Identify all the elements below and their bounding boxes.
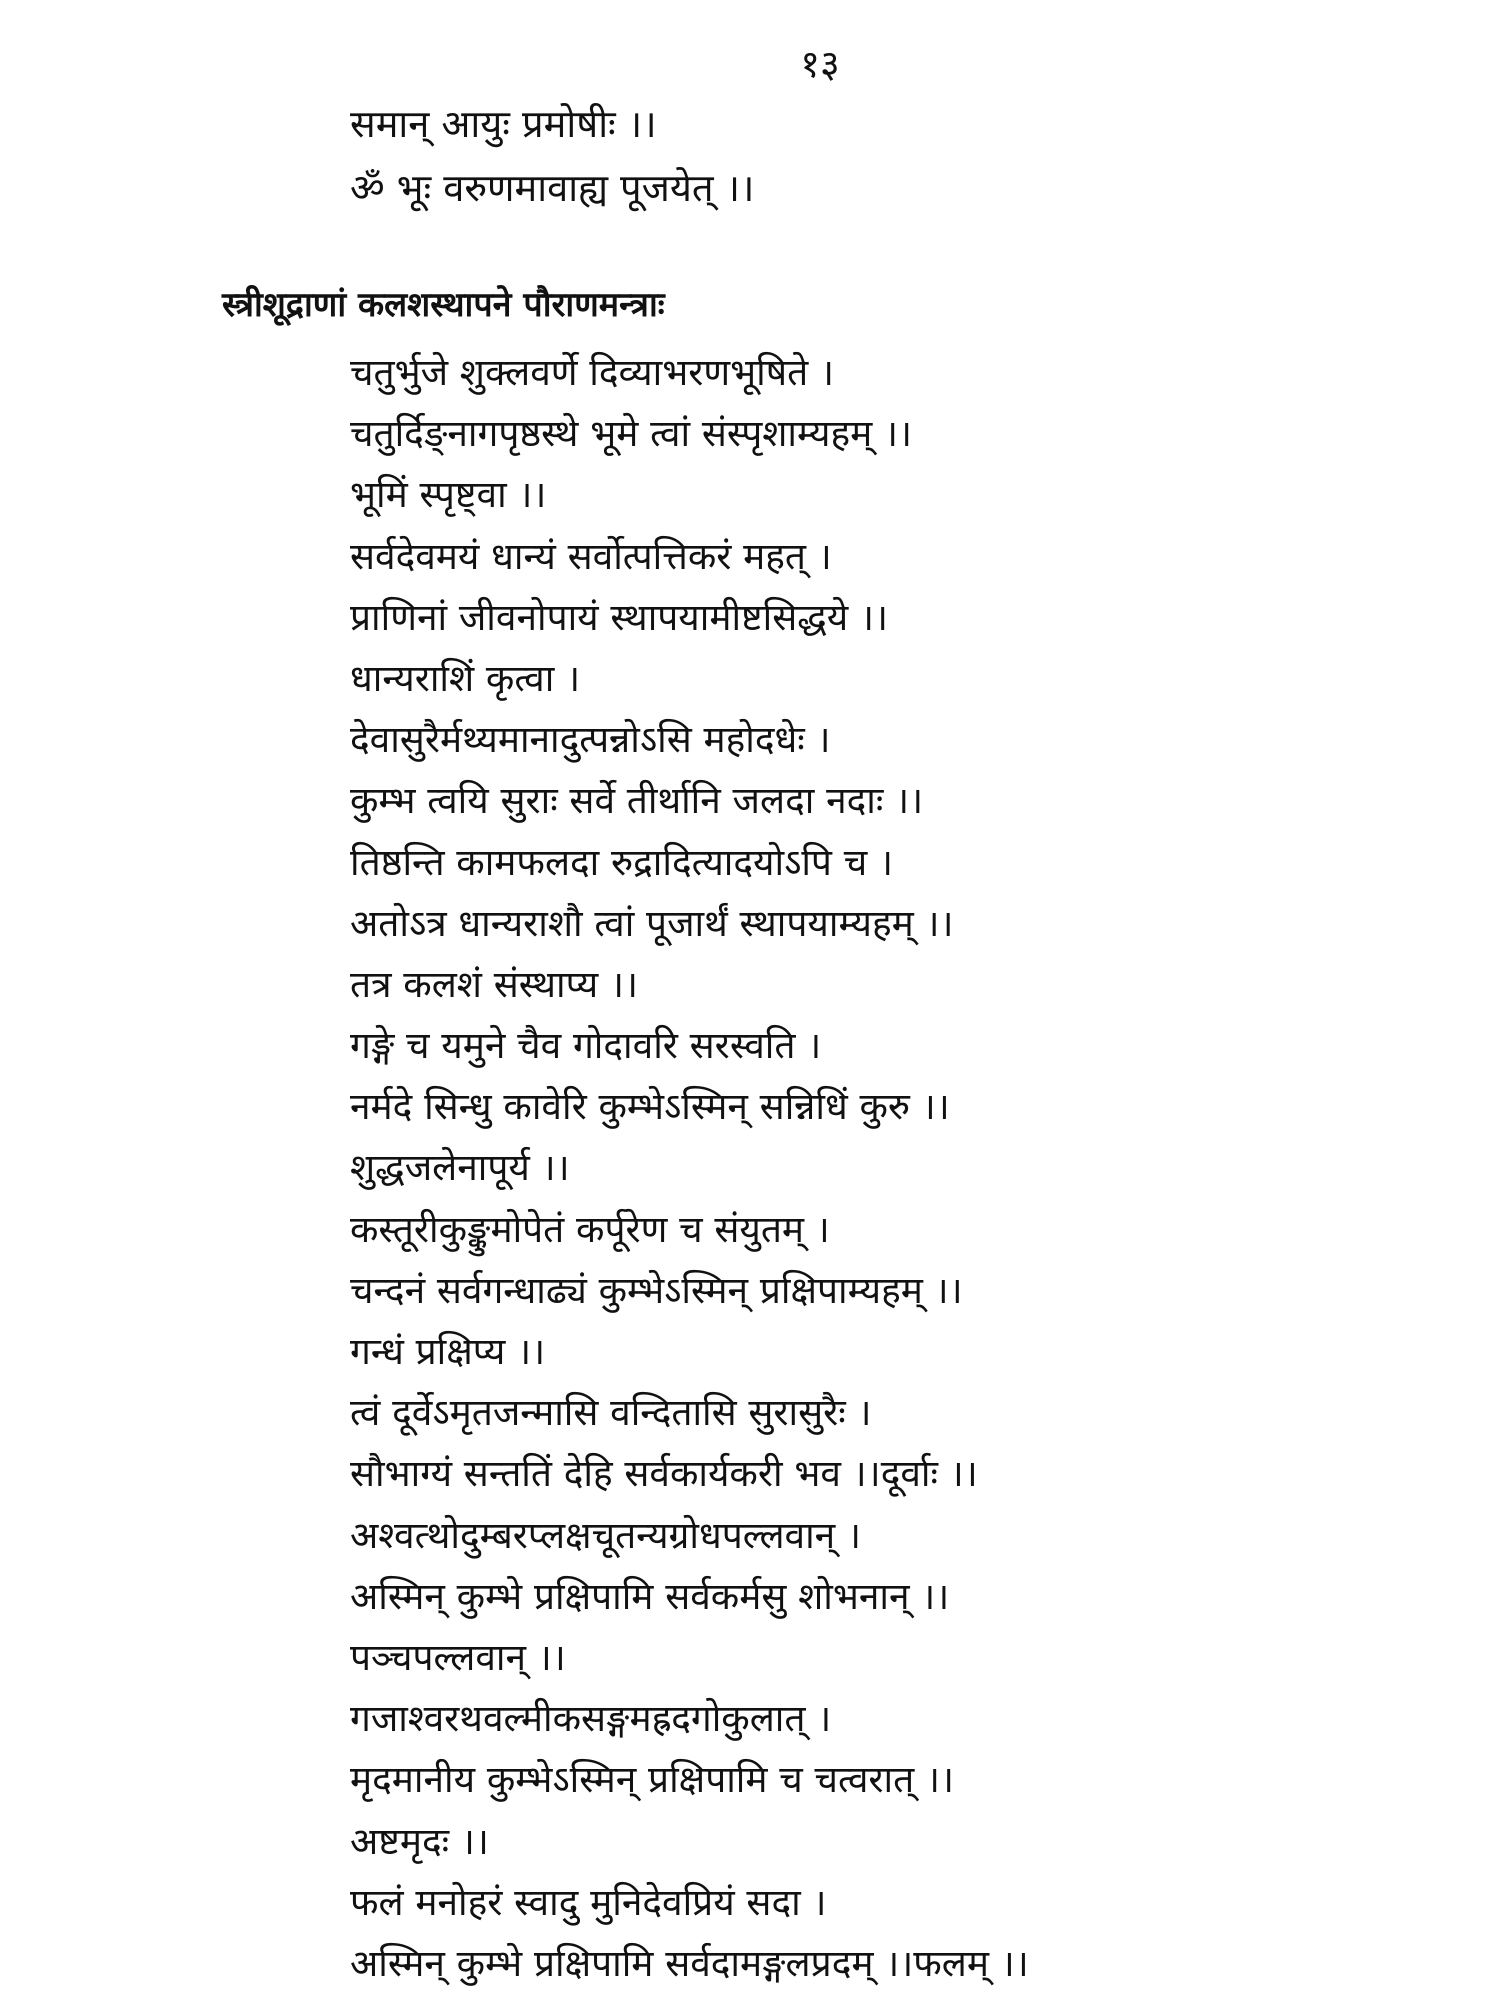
verse-line: गङ्गे च यमुने चैव गोदावरि सरस्वति । (350, 1024, 822, 1068)
intro-lines (350, 92, 754, 220)
verse-line: सौभाग्यं सन्ततिं देहि सर्वकार्यकरी भव ।।दूर्वाः ।। (350, 1452, 978, 1496)
verse-line: शुद्धजलेनापूर्य ।। (350, 1146, 570, 1190)
verse-line: सर्वदेवमयं धान्यं सर्वोत्पत्तिकरं महत् । (350, 534, 832, 578)
verse-line: गन्धं प्रक्षिप्य ।। (350, 1330, 546, 1373)
verse-line: अश्वत्थोदुम्बरप्लक्षचूतन्यग्रोधपल्लवान् । (350, 1513, 862, 1557)
page-number: १३ (800, 42, 840, 86)
verse-line: धान्यराशिं कृत्वा । (350, 656, 581, 700)
verse-line: चतुर्दिङ्नागपृष्ठस्थे भूमे त्वां संस्पृशाम्यहम् ।। (350, 412, 913, 456)
verse-line: अस्मिन् कुम्भे प्रक्षिपामि सर्वकर्मसु शोभनान् ।। (350, 1574, 950, 1618)
verse-line: अतोऽत्र धान्यराशौ त्वां पूजार्थं स्थापयाम्यहम् ।। (350, 901, 954, 945)
verse-line: कुम्भ त्वयि सुराः सर्वे तीर्थानि जलदा नदाः ।। (350, 779, 924, 823)
verse-line: चतुर्भुजे शुक्लवर्णे दिव्याभरणभूषिते । (350, 351, 834, 394)
verse-line: त्वं दूर्वेऽमृतजन्मासि वन्दितासि सुरासुरैः । (350, 1391, 872, 1435)
verse-line: फलं मनोहरं स्वादु मुनिदेवप्रियं सदा । (350, 1880, 827, 1924)
verse-line: पञ्चपल्लवान् ।। (350, 1635, 566, 1679)
verse-line: नर्मदे सिन्धु कावेरि कुम्भेऽस्मिन् सन्निधिं कुरु ।। (350, 1085, 950, 1129)
verse-line: अस्मिन् कुम्भे प्रक्षिपामि सर्वदामङ्गलप्रदम् ।।फलम् ।। (350, 1941, 1029, 1985)
verse-line: मृदमानीय कुम्भेऽस्मिन् प्रक्षिपामि च चत्वरात् ।। (350, 1758, 955, 1802)
verse-line: प्राणिनां जीवनोपायं स्थापयामीष्टसिद्धये ।। (350, 595, 889, 639)
verse-line: देवासुरैर्मथ्यमानादुत्पन्नोऽसि महोदधेः । (350, 718, 831, 762)
verse-line: कस्तूरीकुङ्कुमोपेतं कर्पूरेण च संयुतम् । (350, 1207, 830, 1251)
verse-line: अष्टमृदः ।। (350, 1819, 489, 1863)
verse-lines (350, 342, 1029, 1994)
intro-line: समान् आयुः प्रमोषीः ।। (350, 102, 657, 146)
verse-line: चन्दनं सर्वगन्धाढ्यं कुम्भेऽस्मिन् प्रक्षिपाम्यहम् ।। (350, 1268, 963, 1312)
verse-line: तत्र कलशं संस्थाप्य ।। (350, 962, 638, 1006)
intro-line: ॐ भूः वरुणमावाह्य पूजयेत् ।। (350, 166, 755, 210)
section-heading: स्त्रीशूद्राणां कलशस्थापने पौराणमन्त्राः (222, 285, 665, 325)
verse-line: भूमिं स्पृष्ट्वा ।। (350, 473, 547, 517)
verse-line: तिष्ठन्ति कामफलदा रुद्रादित्यादयोऽपि च । (350, 840, 893, 884)
verse-line: गजाश्वरथवल्मीकसङ्गमह्रदगोकुलात् । (350, 1697, 832, 1741)
